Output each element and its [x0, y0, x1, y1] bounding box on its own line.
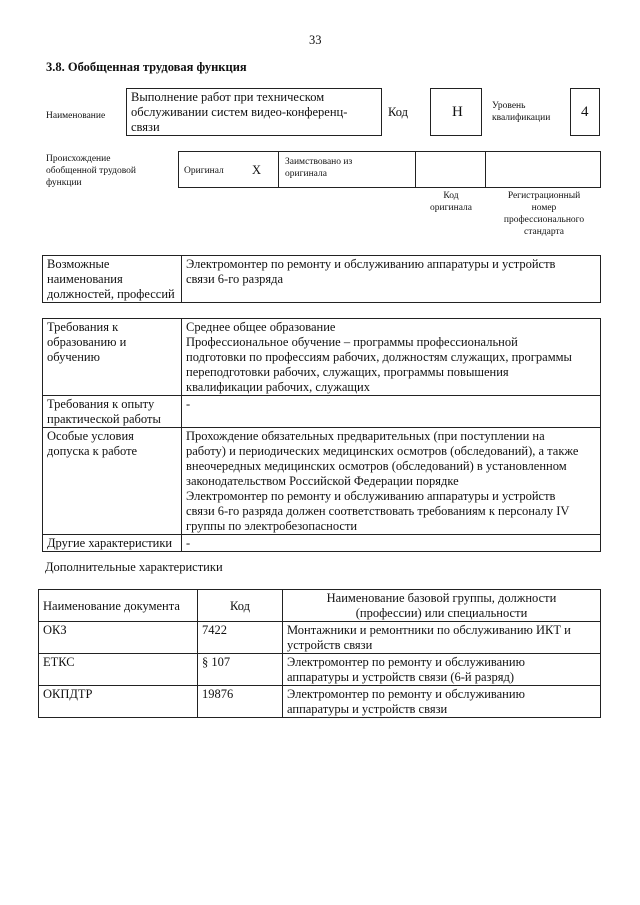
- section-title: 3.8. Обобщенная трудовая функция: [46, 60, 247, 74]
- requirements-row: [43, 535, 601, 552]
- requirements-table: [42, 318, 601, 552]
- positions-row: [43, 256, 601, 303]
- origin-divider-2: [415, 151, 416, 188]
- level-value: 4: [581, 104, 589, 120]
- requirement-label: Требования к образованию и обучению: [43, 319, 182, 396]
- reg-number-caption: Регистрационный номер профессионального стандарта: [503, 191, 585, 237]
- requirement-value: Прохождение обязательных предварительных (при поступлении на работу) и периодических медицинских осмотров (обследований), а также внеочередных медицинских осмотров (обследований) в установленном законодательством Российской Федерации порядке Электромонтер по ремонту и обслуживанию аппаратуры и устройств связи 6-го разряда должен соответствовать требованиям к персоналу IV группы по электробезопасности: [182, 428, 601, 535]
- code-original-caption: Код оригинала: [430, 191, 472, 213]
- table-row: [39, 622, 601, 654]
- code-box: [430, 88, 482, 136]
- requirements-row: [43, 428, 601, 535]
- code-cell: 7422: [198, 622, 283, 654]
- original-mark: X: [252, 163, 262, 177]
- header-group: Наименование базовой группы, должности (профессии) или специальности: [283, 590, 601, 622]
- borrowed-label: Заимствовано из оригинала: [285, 157, 353, 179]
- origin-box: [178, 151, 601, 188]
- name-box: [126, 88, 382, 136]
- group-cell: Электромонтер по ремонту и обслуживанию аппаратуры и устройств связи: [283, 686, 601, 718]
- origin-divider-1: [278, 151, 279, 188]
- additional-table: [38, 589, 601, 718]
- name-label: Наименование: [46, 111, 106, 121]
- doc-name-cell: ЕТКС: [39, 654, 198, 686]
- positions-value: Электромонтер по ремонту и обслуживанию аппаратуры и устройств связи 6-го разряда: [182, 256, 601, 303]
- group-cell: Монтажники и ремонтники по обслуживанию ИКТ и устройств связи: [283, 622, 601, 654]
- level-label: Уровень квалификации: [492, 101, 551, 123]
- code-cell: 19876: [198, 686, 283, 718]
- additional-header-row: [39, 590, 601, 622]
- origin-divider-3: [485, 151, 486, 188]
- requirements-row: [43, 396, 601, 428]
- positions-table: [42, 255, 601, 303]
- requirement-label: Требования к опыту практической работы: [43, 396, 182, 428]
- code-value: H: [452, 104, 463, 120]
- requirement-value: -: [182, 535, 601, 552]
- requirement-value: -: [182, 396, 601, 428]
- name-value: Выполнение работ при техническом обслуживании систем видео-конференц- связи: [131, 90, 348, 134]
- table-row: [39, 654, 601, 686]
- doc-name-cell: ОКЗ: [39, 622, 198, 654]
- header-code: Код: [198, 590, 283, 622]
- positions-label: Возможные наименования должностей, профессий: [43, 256, 182, 303]
- level-box: [570, 88, 600, 136]
- requirement-label: Особые условия допуска к работе: [43, 428, 182, 535]
- code-cell: § 107: [198, 654, 283, 686]
- page-number: 33: [309, 33, 322, 47]
- requirements-row: [43, 319, 601, 396]
- doc-name-cell: ОКПДТР: [39, 686, 198, 718]
- table-row: [39, 686, 601, 718]
- original-label: Оригинал: [184, 166, 224, 176]
- requirement-value: Среднее общее образование Профессиональное обучение – программы профессиональной подготовки по профессиям рабочих, должностям служащих, программы переподготовки рабочих, служащих, программы повышения квалификации рабочих, служащих: [182, 319, 601, 396]
- group-cell: Электромонтер по ремонту и обслуживанию аппаратуры и устройств связи (6-й разряд): [283, 654, 601, 686]
- code-label: Код: [388, 105, 408, 119]
- requirement-label: Другие характеристики: [43, 535, 182, 552]
- additional-title: Дополнительные характеристики: [45, 560, 223, 574]
- origin-label: Происхождение обобщенной трудовой функции: [46, 154, 136, 188]
- header-document: Наименование документа: [39, 590, 198, 622]
